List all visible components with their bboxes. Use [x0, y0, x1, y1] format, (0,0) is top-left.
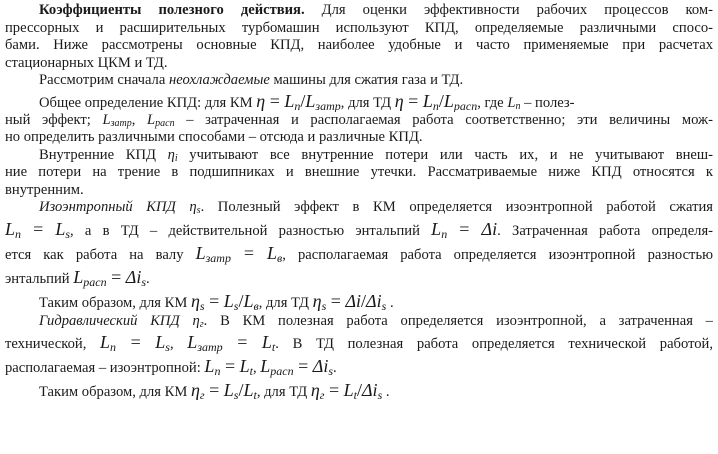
- formula-lrasp-dis: $L_{расп} = \Delta i_s$: [73, 266, 147, 289]
- paragraph-5-line-3: ется как работа на валу $L_{затр} = L_в$, располагаемая работа определяется изоэнтропной разностью: [5, 242, 713, 265]
- paragraph-7-line-1: Гидравлический КПД $\eta_г$. В КМ полезная работа определяется изоэнтропной, а затраченная –: [39, 312, 713, 330]
- section-title: Коэффициенты полезного действия.: [39, 2, 305, 18]
- formula-ln-di: $L_n = \Delta i$: [431, 218, 498, 241]
- formula-etag-km: $\eta_г = L_s/L_t$: [190, 380, 257, 402]
- paragraph-5-line-1: Изоэнтропный КПД $\eta_s$. Полезный эффект в КМ определяется изоэнтропной работой сжатия: [39, 199, 713, 216]
- formula-ln-lt: $L_n = L_t$: [204, 356, 253, 378]
- paragraph-5-line-2: $L_n = L_s$, а в ТД – действительной разностью энтальпий $L_n = \Delta i$. Затраченная работа определя-: [5, 218, 713, 241]
- formula-lrasp-dis-2: $L_{расп} = \Delta i_s$: [260, 356, 334, 378]
- section-title-isentropic: Изоэнтропный КПД: [39, 199, 176, 215]
- paragraph-1-line-3: бами. Ниже рассмотрены основные КПД, наиболее удобные и часто применяемые при расчетах: [5, 37, 713, 53]
- paragraph-1-line-4: стационарных ЦКМ и ТД.: [5, 54, 168, 71]
- paragraph-4-line-1: Внутренние КПД $\eta_i$ учитывают все внутренние потери или часть их, и не учитывают внеш-: [39, 146, 713, 164]
- formula-ln-ls-2: $L_n = L_s$: [100, 332, 170, 354]
- paragraph-1-line-1: Коэффициенты полезного действия. Для оценки эффективности рабочих процессов ком-: [39, 2, 713, 18]
- formula-eta-km: $\eta = L_n/L_{затр}$: [256, 90, 341, 112]
- paragraph-7-line-2: технической, $L_n = L_s$, $L_{затр} = L_t$. В ТД полезная работа определяется технической работой,: [5, 332, 713, 354]
- formula-lzatr-lv: $L_{затр} = L_в$: [195, 242, 283, 265]
- formula-etas-td: $\eta_s = \Delta i/\Delta i_s$: [312, 290, 387, 313]
- paragraph-4-line-3: внутренним.: [5, 181, 84, 198]
- formula-ln-ls: $L_n = L_s$: [5, 218, 71, 241]
- paragraph-3-line-2: ный эффект; $L_{затр}$, $L_{расп}$ – затраченная и располагаемая работа соответственно; эти величины мож-: [5, 111, 713, 129]
- paragraph-5-line-4: энтальпий $L_{расп} = \Delta i_s$.: [5, 266, 150, 289]
- paragraph-1-line-2: прессорных и расширительных турбомашин используют КПД, определяемые различными спосо-: [5, 19, 713, 36]
- paragraph-6: Таким образом, для КМ $\eta_s = L_s/L_в$, для ТД $\eta_s = \Delta i/\Delta i_s$ .: [39, 290, 394, 313]
- paragraph-3-line-3: но определить различными способами – отсюда и различные КПД.: [5, 129, 423, 145]
- formula-etag-td: $\eta_г = L_t/\Delta i_s$: [310, 380, 383, 402]
- paragraph-4-line-2: ние потери на трение в подшипниках и внешние утечки. Рассматриваемые ниже КПД относятся к: [5, 164, 713, 180]
- section-title-hydraulic: Гидравлический КПД: [39, 312, 180, 329]
- formula-lzatr-lt: $L_{затр} = L_t$: [187, 332, 276, 354]
- formula-eta-td: $\eta = L_n/L_{расп}$: [394, 90, 478, 112]
- paragraph-8: Таким образом, для КМ $\eta_г = L_s/L_t$, для ТД $\eta_г = L_t/\Delta i_s$ .: [39, 380, 390, 402]
- paragraph-3-line-1: Общее определение КПД: для КМ $\eta = L_n/L_{затр}$, для ТД $\eta = L_n/L_{расп}$, где $L_n$ – полез-: [39, 90, 575, 112]
- formula-etas-km: $\eta_s = L_s/L_в$: [190, 290, 259, 313]
- paragraph-2: Рассмотрим сначала неохлаждаемые машины для сжатия газа и ТД.: [39, 72, 464, 88]
- paragraph-7-line-3: располагаемая – изоэнтропной: $L_n = L_t$, $L_{расп} = \Delta i_s$.: [5, 356, 337, 378]
